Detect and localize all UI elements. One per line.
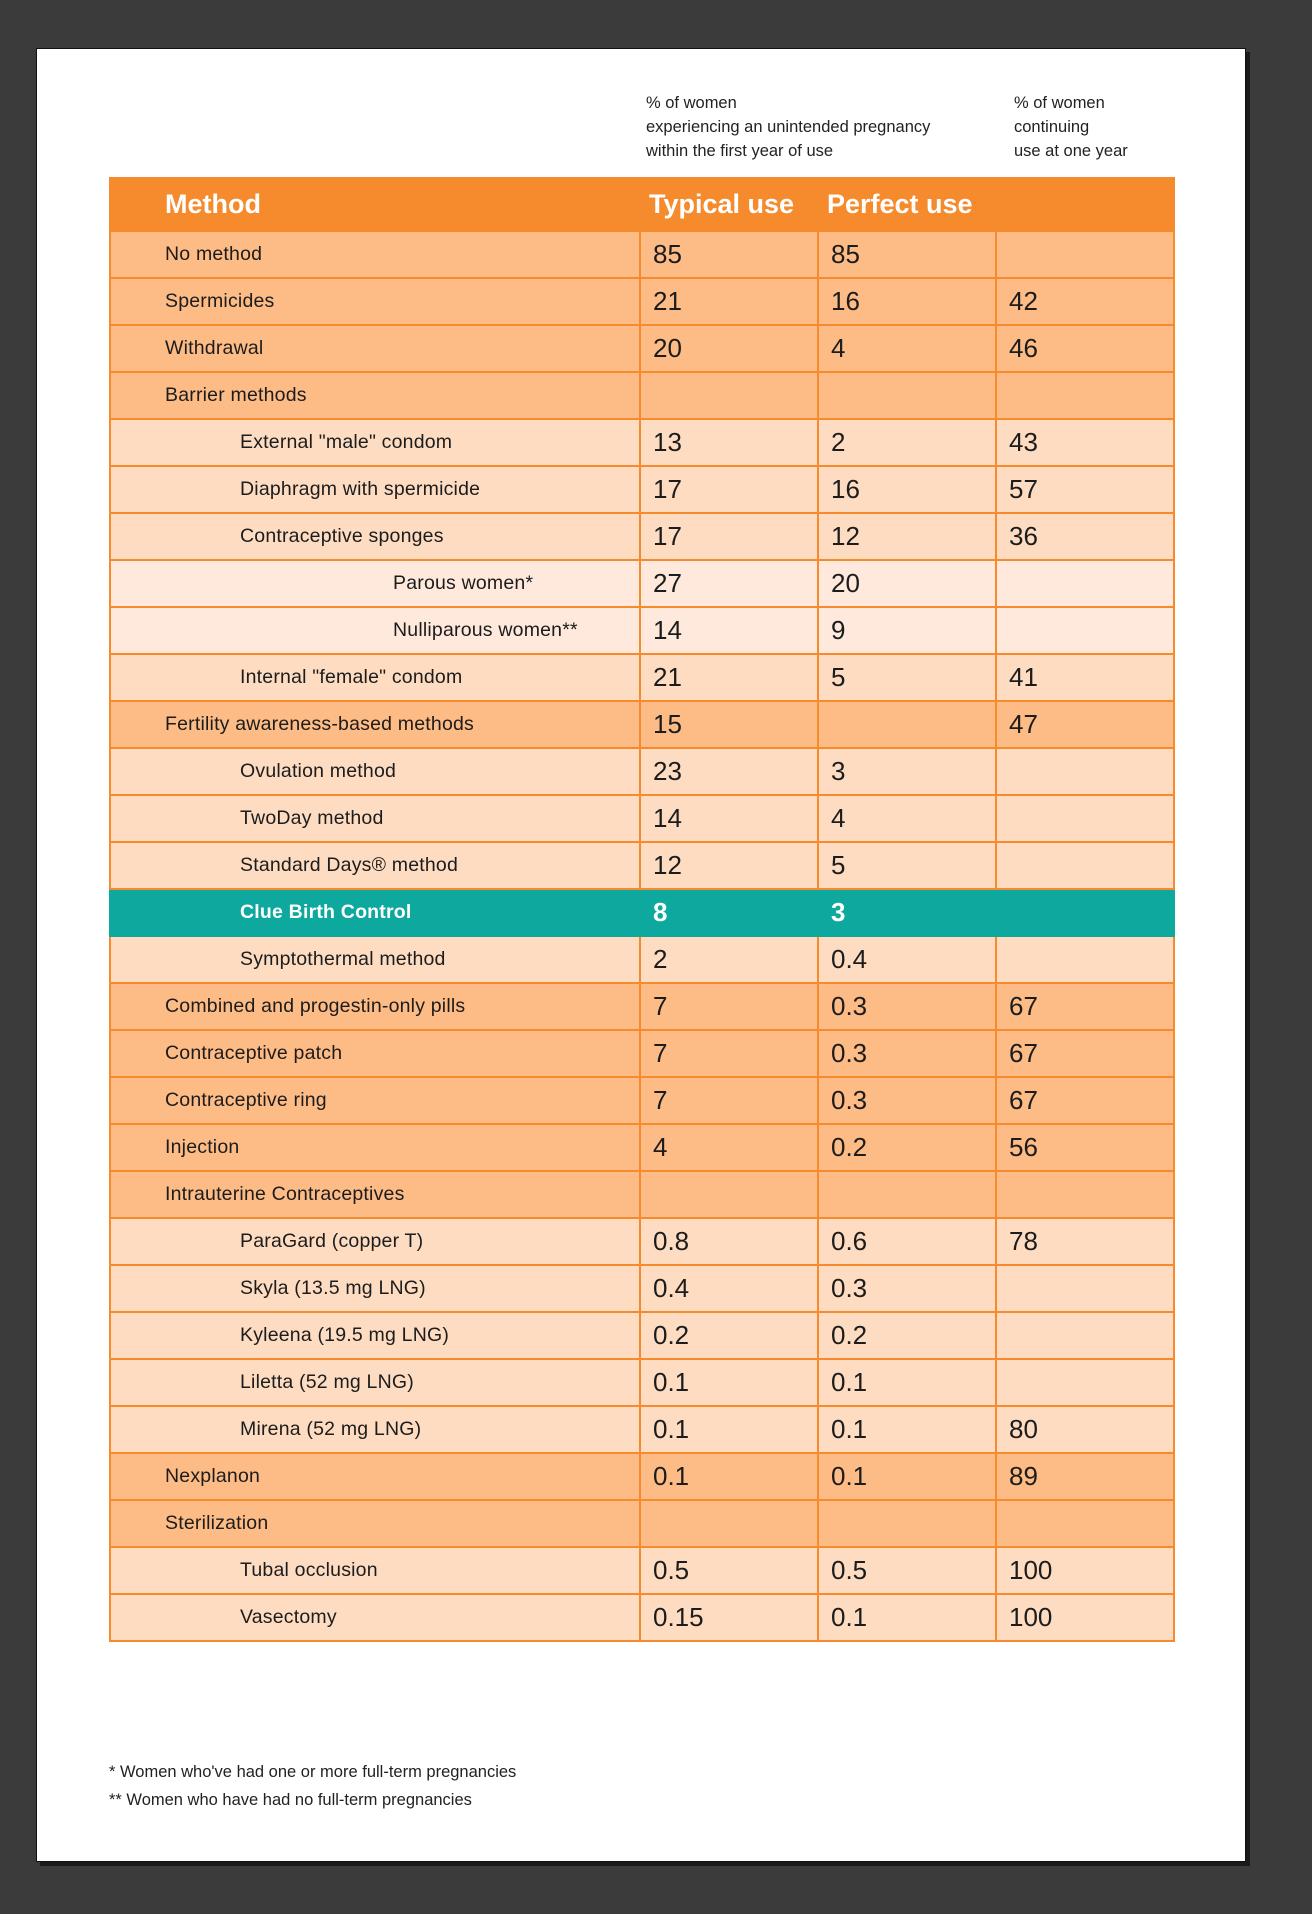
table-row [110,983,1174,1030]
continuing-use-cell [996,889,1174,936]
typical-use-cell: 21 [640,278,818,325]
perfect-use-cell: 0.3 [818,1030,996,1077]
continuing-use-cell [996,1500,1174,1547]
method-cell: Spermicides [110,278,640,325]
table-body [110,231,1174,1641]
method-cell: ParaGard (copper T) [110,1218,640,1265]
typical-use-cell: 0.8 [640,1218,818,1265]
perfect-use-cell: 0.6 [818,1218,996,1265]
method-cell: External "male" condom [110,419,640,466]
perfect-use-cell [818,1500,996,1547]
continuing-use-cell [996,560,1174,607]
method-cell: Combined and progestin-only pills [110,983,640,1030]
typical-use-cell: 7 [640,983,818,1030]
table-row [110,372,1174,419]
method-cell: Injection [110,1124,640,1171]
table-row [110,1453,1174,1500]
typical-use-cell: 13 [640,419,818,466]
perfect-use-cell: 0.2 [818,1124,996,1171]
table-row [110,513,1174,560]
typical-use-cell: 14 [640,795,818,842]
method-cell: Contraceptive patch [110,1030,640,1077]
typical-use-cell: 0.4 [640,1265,818,1312]
method-cell: Intrauterine Contraceptives [110,1171,640,1218]
table-row [110,419,1174,466]
table-row [110,1030,1174,1077]
perfect-use-cell [818,1171,996,1218]
table-row-highlighted [110,889,1174,936]
table-row [110,466,1174,513]
typical-use-cell: 17 [640,466,818,513]
method-cell: Parous women* [110,560,640,607]
typical-use-cell [640,1500,818,1547]
continuing-use-cell: 57 [996,466,1174,513]
footnote-parous: * Women who've had one or more full-term pregnancies [109,1763,517,1781]
perfect-use-cell: 16 [818,466,996,513]
continuing-use-cell: 56 [996,1124,1174,1171]
method-cell: Nexplanon [110,1453,640,1500]
method-cell: Kyleena (19.5 mg LNG) [110,1312,640,1359]
method-cell: Diaphragm with spermicide [110,466,640,513]
continuing-use-cell: 42 [996,278,1174,325]
continuation-rate-header-note: % of women continuing use at one year [1014,94,1128,160]
typical-use-cell: 0.2 [640,1312,818,1359]
typical-use-cell: 8 [640,889,818,936]
table-row [110,795,1174,842]
table-row [110,842,1174,889]
perfect-use-cell: 9 [818,607,996,654]
typical-use-cell [640,1171,818,1218]
perfect-use-cell: 0.3 [818,1265,996,1312]
table-row [110,1077,1174,1124]
typical-use-cell: 7 [640,1030,818,1077]
typical-use-cell: 0.15 [640,1594,818,1641]
table-row [110,1124,1174,1171]
method-cell: Tubal occlusion [110,1547,640,1594]
perfect-use-cell: 0.1 [818,1359,996,1406]
method-cell: Vasectomy [110,1594,640,1641]
perfect-use-cell: 16 [818,278,996,325]
perfect-use-cell: 0.1 [818,1406,996,1453]
typical-use-cell: 23 [640,748,818,795]
perfect-use-cell: 3 [818,748,996,795]
method-cell: TwoDay method [110,795,640,842]
continuing-use-cell: 67 [996,1030,1174,1077]
table-row [110,936,1174,983]
perfect-use-cell [818,701,996,748]
method-cell: Fertility awareness-based methods [110,701,640,748]
table-row [110,607,1174,654]
continuing-use-cell [996,936,1174,983]
pregnancy-rate-header-note: % of women experiencing an unintended pregnancy within the first year of use [646,94,931,160]
method-cell: Skyla (13.5 mg LNG) [110,1265,640,1312]
continuing-use-cell: 100 [996,1594,1174,1641]
continuing-use-cell: 78 [996,1218,1174,1265]
table-row [110,325,1174,372]
table-header-row [110,178,1174,231]
perfect-use-cell: 12 [818,513,996,560]
method-cell: Internal "female" condom [110,654,640,701]
method-cell: Symptothermal method [110,936,640,983]
table-row [110,1171,1174,1218]
continuing-use-cell: 100 [996,1547,1174,1594]
continuing-use-cell [996,372,1174,419]
continuing-use-cell [996,748,1174,795]
typical-use-cell: 0.1 [640,1453,818,1500]
typical-use-cell: 0.5 [640,1547,818,1594]
method-cell: Clue Birth Control [110,889,640,936]
method-cell: Nulliparous women** [110,607,640,654]
typical-use-cell: 85 [640,231,818,278]
continuing-use-cell: 80 [996,1406,1174,1453]
continuing-use-cell [996,1265,1174,1312]
table-row [110,231,1174,278]
method-cell: Sterilization [110,1500,640,1547]
perfect-use-cell: 20 [818,560,996,607]
typical-use-cell: 21 [640,654,818,701]
method-cell: Barrier methods [110,372,640,419]
method-cell: Liletta (52 mg LNG) [110,1359,640,1406]
continuing-use-cell: 41 [996,654,1174,701]
perfect-use-cell: 2 [818,419,996,466]
footnote-nulliparous: ** Women who have had no full-term pregnancies [109,1791,472,1809]
perfect-use-cell: 85 [818,231,996,278]
table-row [110,1500,1174,1547]
perfect-use-cell: 0.3 [818,1077,996,1124]
typical-use-cell: 17 [640,513,818,560]
table-row [110,748,1174,795]
table-row [110,560,1174,607]
continuing-use-cell: 67 [996,983,1174,1030]
table-row [110,1406,1174,1453]
column-header-continuing [996,178,1174,231]
typical-use-cell [640,372,818,419]
typical-use-cell: 4 [640,1124,818,1171]
contraceptive-effectiveness-table [109,177,1175,1642]
continuing-use-cell [996,795,1174,842]
method-cell: Withdrawal [110,325,640,372]
document-page [36,48,1246,1862]
perfect-use-cell: 0.3 [818,983,996,1030]
table-row [110,1265,1174,1312]
method-cell: Contraceptive ring [110,1077,640,1124]
method-cell: Contraceptive sponges [110,513,640,560]
table-row [110,1359,1174,1406]
continuing-use-cell [996,607,1174,654]
table-row [110,278,1174,325]
continuing-use-cell: 43 [996,419,1174,466]
perfect-use-cell: 4 [818,795,996,842]
typical-use-cell: 20 [640,325,818,372]
column-header-perfect-use: Perfect use [818,178,996,231]
continuing-use-cell: 36 [996,513,1174,560]
perfect-use-cell: 0.1 [818,1453,996,1500]
perfect-use-cell: 0.1 [818,1594,996,1641]
continuing-use-cell: 89 [996,1453,1174,1500]
continuing-use-cell [996,842,1174,889]
column-header-method: Method [110,178,640,231]
perfect-use-cell: 0.5 [818,1547,996,1594]
method-cell: Standard Days® method [110,842,640,889]
method-cell: Mirena (52 mg LNG) [110,1406,640,1453]
table-row [110,1594,1174,1641]
continuing-use-cell [996,1312,1174,1359]
perfect-use-cell: 0.2 [818,1312,996,1359]
continuing-use-cell [996,1359,1174,1406]
typical-use-cell: 0.1 [640,1359,818,1406]
typical-use-cell: 2 [640,936,818,983]
perfect-use-cell: 3 [818,889,996,936]
method-cell: Ovulation method [110,748,640,795]
column-header-typical-use: Typical use [640,178,818,231]
perfect-use-cell: 5 [818,842,996,889]
table-row [110,654,1174,701]
perfect-use-cell: 0.4 [818,936,996,983]
continuing-use-cell [996,231,1174,278]
continuing-use-cell: 46 [996,325,1174,372]
typical-use-cell: 15 [640,701,818,748]
continuing-use-cell: 47 [996,701,1174,748]
table-row [110,1547,1174,1594]
typical-use-cell: 27 [640,560,818,607]
perfect-use-cell: 5 [818,654,996,701]
table-row [110,1218,1174,1265]
perfect-use-cell: 4 [818,325,996,372]
typical-use-cell: 7 [640,1077,818,1124]
table-row [110,701,1174,748]
method-cell: No method [110,231,640,278]
perfect-use-cell [818,372,996,419]
continuing-use-cell [996,1171,1174,1218]
typical-use-cell: 12 [640,842,818,889]
typical-use-cell: 14 [640,607,818,654]
continuing-use-cell: 67 [996,1077,1174,1124]
typical-use-cell: 0.1 [640,1406,818,1453]
table-row [110,1312,1174,1359]
